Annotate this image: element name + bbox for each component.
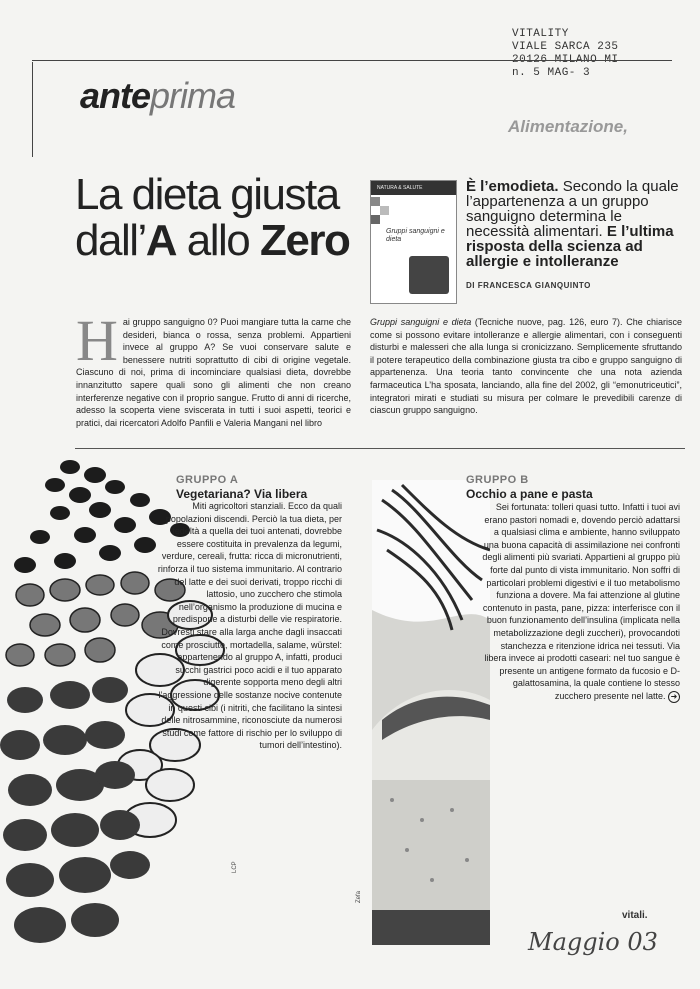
headline bbox=[75, 172, 365, 264]
bread-photo bbox=[372, 480, 490, 945]
book-title: Gruppi sanguigni e dieta bbox=[386, 228, 445, 243]
group-a-label: GRUPPO A bbox=[176, 474, 239, 486]
stamp-line: VITALITY bbox=[512, 28, 569, 40]
intro-right-text: (Tecniche nuove, pag. 126, euro 7). Che chiarisce come si possono evitare intolleranze e allergie alimentari, con i conseguenti disturbi e malesseri che alla lunga si cronicizzano. Semplicemente sfruttando il potere terapeutico della combinazione giusta tra cibo e gruppo sanguigno di appartenenza. Una teoria tanto convincente che una nota azienda farmaceutica L’ha sposata, lanciando, alla fine del 2002, gli “emonutriceutici”, integratori mirati e studiati su misura per colmare le prevedibili carenze di ciascun gruppo sanguigno. bbox=[370, 317, 682, 416]
brand-bold: ante bbox=[80, 75, 151, 116]
drop-cap: H bbox=[76, 308, 118, 373]
photo-credit-b: Zefa bbox=[356, 890, 362, 903]
intro-left-text: ai gruppo sanguigno 0? Puoi mangiare tutta la carne che desideri, bianca o rossa, senza problemi. Appartieni invece al gruppo A? Se vuoi conservare salute e benessere nutriti soprattutto di cibi di origine vegetale. Ciascuno di noi, prima di incominciare qualsiasi dieta, dovrebbe innanzitutto sapere quali sono gli alimenti che non creano interferenze negative con il proprio sangue. Frutto di anni di ricerche, adesso la scoperta viene sviscerata in tutti i suoi aspetti, teorici e pratici, dai ricercatori Adolfo Panfili e Valeria Mangani nel libro bbox=[76, 317, 351, 428]
headline-line1: La dieta giusta bbox=[75, 170, 339, 219]
deck-bold: E l’ultima risposta della scienza ad allergie e intolleranze bbox=[466, 223, 674, 270]
section-divider bbox=[75, 448, 685, 449]
headline-part: A bbox=[145, 216, 177, 265]
deck-bold: È l’emodieta. bbox=[466, 178, 559, 195]
stamp-line: VIALE SARCA 235 bbox=[512, 41, 619, 53]
book-photo bbox=[409, 256, 449, 294]
top-rule bbox=[32, 60, 672, 63]
stamp-line: 20126 MILANO MI bbox=[512, 54, 619, 66]
book-title-italic: Gruppi sanguigni e dieta bbox=[370, 317, 472, 327]
byline: DI FRANCESCA GIANQUINTO bbox=[466, 281, 591, 290]
headline-part: Zero bbox=[260, 216, 350, 265]
book-square bbox=[371, 215, 380, 224]
group-a-text: Miti agricoltori stanziali. Ecco da quali popolazioni discendi. Perciò la tua dieta, per fedeltà a quella dei tuoi antenati, dovrebbe essere costituita in prevalenza da legumi, verdure, cereali, frutta: ricca di micronutrienti, rinforza il tuo sistema immunitario. Al contrario del latte e dei suoi derivati, troppo ricchi di lattosio, uno zucchero che stimola nell’organismo la produzione di mucina e predispone a disturbi delle vie respiratorie. Dovresti stare alla larga anche dagli insaccati come prosciutto, mortadella, salame, würstel: appartenendo al gruppo A, infatti, produci succhi gastrici poco acidi e il tuo apparato digerente sopporta meno degli altri l’aggressione delle sostanze nocive contenute in questi cibi (i nitriti, che facilitano la sintesi delle nitrosammine, riconosciute da numerosi studi come fattore di rischio per lo sviluppo di tumori dell’intestino). bbox=[157, 501, 342, 751]
address-stamp bbox=[512, 28, 672, 80]
handwritten-date: Maggio 03 bbox=[528, 928, 658, 956]
brand-light: prima bbox=[150, 75, 236, 116]
group-a-title: Vegetariana? Via libera bbox=[176, 487, 308, 501]
photo-credit-a: LCP bbox=[232, 861, 238, 873]
group-b-title: Occhio a pane e pasta bbox=[466, 487, 593, 501]
brand-logo bbox=[80, 75, 235, 117]
headline-line2 bbox=[75, 218, 365, 264]
book-cover bbox=[370, 180, 457, 304]
intro-right-column bbox=[370, 316, 682, 417]
headline-part: allo bbox=[176, 216, 261, 265]
stamp-line: n. 5 MAG- 3 bbox=[512, 67, 591, 79]
circled-arrow-icon: ➜ bbox=[668, 691, 680, 703]
deck-text: Secondo la quale l’appartenenza a un gruppo sanguigno determina le necessità alimentari. bbox=[466, 178, 679, 240]
publication-mark: vitali. bbox=[622, 910, 648, 921]
section-label: Alimentazione, bbox=[508, 117, 628, 136]
headline-part: dall’ bbox=[75, 216, 146, 265]
deck bbox=[466, 179, 681, 269]
intro-left-column bbox=[76, 308, 351, 429]
book-band-text: NATURA & SALUTE bbox=[377, 185, 423, 191]
group-b-text bbox=[480, 501, 680, 703]
book-square bbox=[380, 206, 389, 215]
group-b-label: GRUPPO B bbox=[466, 474, 529, 486]
group-b-body: Sei fortunata: tolleri quasi tutto. Infatti i tuoi avi erano pastori nomadi e, dovendo perciò adattarsi a qualsiasi clima e ambiente, hanno sviluppato una buona capacità di assimilazione nei confronti degli alimenti più svariati. Appartieni al gruppo più forte dal punto di vista immunitario. Non soffri di particolari problemi digestivi e il tuo metabolismo funziona a dovere. Ma fai attenzione al glutine contenuto in pasta, pane, pizza: interferisce con il buon funzionamento dell’insulina (implicata nella metabolizzazione degli zuccheri), provocandoti stanchezza e ritenzione idrica nei tessuti. Via libera invece ai prodotti caseari: nel tuo sangue è presente un antigene formato da fucosio e D-galattosamina, la quale contiene lo stesso zucchero presente nel latte. bbox=[482, 502, 680, 701]
left-rule bbox=[32, 62, 34, 157]
book-square bbox=[371, 197, 380, 206]
book-band bbox=[371, 181, 456, 195]
